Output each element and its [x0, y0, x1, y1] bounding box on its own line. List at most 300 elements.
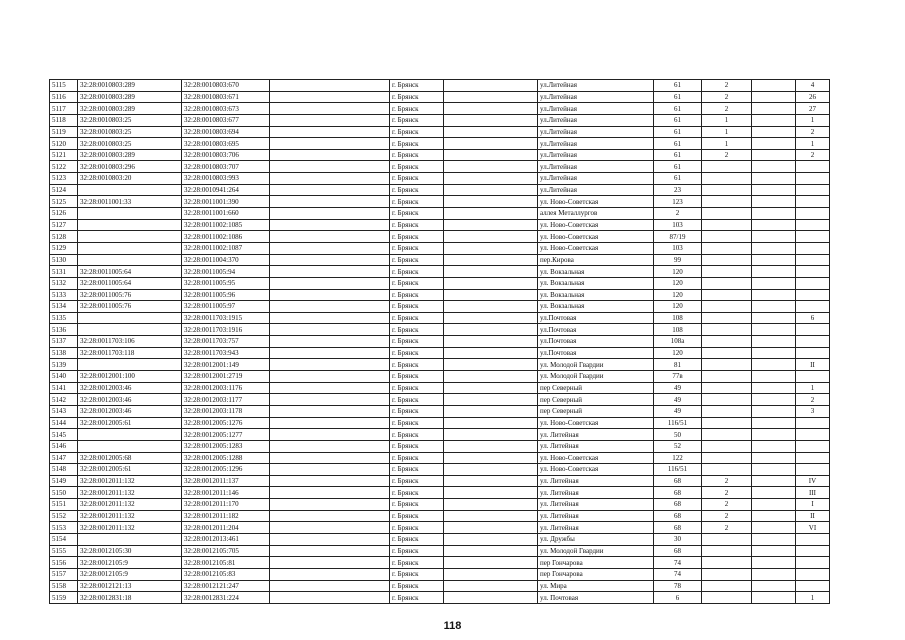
cell-number: 5134: [50, 301, 78, 313]
cell-district: [444, 196, 538, 208]
cell-cadastral: 32:28:0010941:264: [182, 184, 270, 196]
cell-building: 61: [654, 114, 702, 126]
cell-parent-cadastral: 32:28:0011703:118: [78, 347, 182, 359]
cell-cadastral: 32:28:0012011:137: [182, 475, 270, 487]
cell-unit: [796, 429, 830, 441]
cell-district: [444, 429, 538, 441]
cell-unit: 26: [796, 91, 830, 103]
table-row: [50, 196, 830, 208]
cell-city: г. Брянск: [390, 231, 444, 243]
cell-owner: [270, 80, 390, 92]
table-row: [50, 301, 830, 313]
cell-parent-cadastral: [78, 533, 182, 545]
cell-building: 103: [654, 219, 702, 231]
cell-building-part: [702, 277, 752, 289]
cell-number: 5130: [50, 254, 78, 266]
cell-district: [444, 580, 538, 592]
table-row: [50, 568, 830, 580]
cell-corpus: [752, 394, 796, 406]
cell-building: 6: [654, 592, 702, 604]
cell-number: 5136: [50, 324, 78, 336]
table-row: [50, 440, 830, 452]
cell-building-part: 2: [702, 80, 752, 92]
cell-cadastral: 32:28:0011703:943: [182, 347, 270, 359]
cell-cadastral: 32:28:0012011:204: [182, 522, 270, 534]
table-row: [50, 219, 830, 231]
cell-street: ул. Вокзальная: [538, 301, 654, 313]
cell-corpus: [752, 126, 796, 138]
cell-district: [444, 184, 538, 196]
cell-building: 116/51: [654, 417, 702, 429]
cell-owner: [270, 394, 390, 406]
cell-unit: [796, 324, 830, 336]
cell-parent-cadastral: 32:28:0011001:33: [78, 196, 182, 208]
cell-building: 99: [654, 254, 702, 266]
cell-building: 68: [654, 522, 702, 534]
cell-parent-cadastral: 32:28:0010803:296: [78, 161, 182, 173]
cell-parent-cadastral: 32:28:0012105:9: [78, 557, 182, 569]
cell-parent-cadastral: [78, 324, 182, 336]
cell-street: ул. Молодой Гвардии: [538, 371, 654, 383]
cell-number: 5123: [50, 173, 78, 185]
cell-owner: [270, 499, 390, 511]
cell-owner: [270, 417, 390, 429]
cell-district: [444, 510, 538, 522]
cell-city: г. Брянск: [390, 91, 444, 103]
table-row: [50, 149, 830, 161]
cell-number: 5124: [50, 184, 78, 196]
cell-building-part: [702, 382, 752, 394]
cell-parent-cadastral: 32:28:0010803:289: [78, 80, 182, 92]
cell-district: [444, 405, 538, 417]
cell-unit: 2: [796, 149, 830, 161]
cell-city: г. Брянск: [390, 266, 444, 278]
cell-building: 49: [654, 382, 702, 394]
cell-cadastral: 32:28:0011703:1916: [182, 324, 270, 336]
cell-cadastral: 32:28:0011002:1086: [182, 231, 270, 243]
cell-street: ул. Ново-Советская: [538, 196, 654, 208]
cell-street: ул.Литейная: [538, 161, 654, 173]
cell-unit: [796, 580, 830, 592]
table-row: [50, 533, 830, 545]
cell-building: 61: [654, 173, 702, 185]
cell-owner: [270, 440, 390, 452]
cell-corpus: [752, 382, 796, 394]
cell-parent-cadastral: [78, 231, 182, 243]
table-row: [50, 452, 830, 464]
cell-number: 5150: [50, 487, 78, 499]
cell-corpus: [752, 277, 796, 289]
cell-unit: 1: [796, 382, 830, 394]
cell-corpus: [752, 254, 796, 266]
cell-owner: [270, 557, 390, 569]
cell-building: 120: [654, 289, 702, 301]
cell-corpus: [752, 301, 796, 313]
cell-building: 74: [654, 557, 702, 569]
cell-corpus: [752, 533, 796, 545]
cell-unit: II: [796, 510, 830, 522]
cell-building-part: 1: [702, 138, 752, 150]
cell-owner: [270, 301, 390, 313]
cell-building-part: [702, 417, 752, 429]
table-row: [50, 557, 830, 569]
cell-building-part: [702, 371, 752, 383]
cell-city: г. Брянск: [390, 324, 444, 336]
cell-city: г. Брянск: [390, 440, 444, 452]
cell-number: 5148: [50, 464, 78, 476]
cell-unit: [796, 336, 830, 348]
cell-corpus: [752, 196, 796, 208]
table-row: [50, 499, 830, 511]
cell-unit: [796, 417, 830, 429]
cell-parent-cadastral: 32:28:0011005:64: [78, 266, 182, 278]
cell-number: 5132: [50, 277, 78, 289]
cell-unit: [796, 347, 830, 359]
cell-owner: [270, 196, 390, 208]
cell-unit: [796, 557, 830, 569]
cell-city: г. Брянск: [390, 103, 444, 115]
cell-building-part: [702, 405, 752, 417]
cell-unit: I: [796, 499, 830, 511]
cell-building: 50: [654, 429, 702, 441]
cell-street: ул. Ново-Советская: [538, 231, 654, 243]
cell-district: [444, 487, 538, 499]
cell-street: ул. Ново-Советская: [538, 242, 654, 254]
cell-parent-cadastral: 32:28:0012005:61: [78, 464, 182, 476]
cell-building-part: [702, 208, 752, 220]
table-row: [50, 312, 830, 324]
cell-corpus: [752, 347, 796, 359]
cell-owner: [270, 242, 390, 254]
cell-owner: [270, 231, 390, 243]
cell-corpus: [752, 499, 796, 511]
cell-district: [444, 464, 538, 476]
cell-building: 61: [654, 161, 702, 173]
cell-city: г. Брянск: [390, 371, 444, 383]
cell-street: ул.Почтовая: [538, 336, 654, 348]
cell-unit: 1: [796, 114, 830, 126]
cell-building: 49: [654, 405, 702, 417]
cell-cadastral: 32:28:0011001:660: [182, 208, 270, 220]
cell-street: ул. Ново-Советская: [538, 219, 654, 231]
cell-parent-cadastral: 32:28:0012005:68: [78, 452, 182, 464]
cell-corpus: [752, 452, 796, 464]
cell-district: [444, 359, 538, 371]
cell-corpus: [752, 114, 796, 126]
cell-cadastral: 32:28:0012005:1277: [182, 429, 270, 441]
cell-city: г. Брянск: [390, 359, 444, 371]
cell-owner: [270, 277, 390, 289]
cell-number: 5141: [50, 382, 78, 394]
cell-district: [444, 266, 538, 278]
table-row: [50, 347, 830, 359]
cell-owner: [270, 452, 390, 464]
cell-owner: [270, 161, 390, 173]
cell-street: пер Гончарова: [538, 568, 654, 580]
cell-number: 5121: [50, 149, 78, 161]
cell-cadastral: 32:28:0010803:673: [182, 103, 270, 115]
cell-corpus: [752, 103, 796, 115]
cell-parent-cadastral: 32:28:0012105:30: [78, 545, 182, 557]
cell-street: ул. Мира: [538, 580, 654, 592]
cell-building-part: [702, 254, 752, 266]
cell-building: 116/51: [654, 464, 702, 476]
cell-unit: [796, 161, 830, 173]
cell-district: [444, 173, 538, 185]
cell-city: г. Брянск: [390, 242, 444, 254]
table-row: [50, 91, 830, 103]
cell-building-part: 2: [702, 499, 752, 511]
cell-parent-cadastral: [78, 254, 182, 266]
cell-building-part: [702, 242, 752, 254]
cell-district: [444, 254, 538, 266]
cell-parent-cadastral: 32:28:0012011:132: [78, 475, 182, 487]
cell-corpus: [752, 324, 796, 336]
cell-cadastral: 32:28:0012831:224: [182, 592, 270, 604]
cell-owner: [270, 126, 390, 138]
cell-city: г. Брянск: [390, 592, 444, 604]
cell-corpus: [752, 440, 796, 452]
cell-cadastral: 32:28:0012001:2719: [182, 371, 270, 383]
cell-building-part: [702, 557, 752, 569]
cell-owner: [270, 289, 390, 301]
cell-city: г. Брянск: [390, 499, 444, 511]
cell-district: [444, 161, 538, 173]
cell-city: г. Брянск: [390, 80, 444, 92]
cell-corpus: [752, 231, 796, 243]
cell-building-part: [702, 347, 752, 359]
cell-city: г. Брянск: [390, 289, 444, 301]
cell-building: 68: [654, 487, 702, 499]
cell-unit: [796, 266, 830, 278]
cell-corpus: [752, 219, 796, 231]
cell-city: г. Брянск: [390, 557, 444, 569]
cell-number: 5131: [50, 266, 78, 278]
cell-number: 5135: [50, 312, 78, 324]
cell-parent-cadastral: 32:28:0010803:20: [78, 173, 182, 185]
cell-building-part: [702, 219, 752, 231]
cell-unit: 1: [796, 592, 830, 604]
cell-owner: [270, 522, 390, 534]
cell-unit: II: [796, 359, 830, 371]
cell-owner: [270, 336, 390, 348]
cell-district: [444, 371, 538, 383]
cell-parent-cadastral: 32:28:0012005:61: [78, 417, 182, 429]
cell-building: 61: [654, 91, 702, 103]
cell-building: 103: [654, 242, 702, 254]
table-row: [50, 592, 830, 604]
cell-owner: [270, 382, 390, 394]
cell-unit: [796, 277, 830, 289]
cell-owner: [270, 138, 390, 150]
cell-street: ул.Литейная: [538, 114, 654, 126]
register-rows: [50, 80, 830, 604]
cell-building-part: 2: [702, 475, 752, 487]
cell-building: 120: [654, 266, 702, 278]
cell-building: 68: [654, 545, 702, 557]
cell-building-part: [702, 429, 752, 441]
cell-cadastral: 32:28:0012011:146: [182, 487, 270, 499]
cell-owner: [270, 545, 390, 557]
cell-building: 49: [654, 394, 702, 406]
cell-building-part: [702, 394, 752, 406]
cell-building-part: 2: [702, 103, 752, 115]
cell-district: [444, 312, 538, 324]
cell-cadastral: 32:28:0012005:1283: [182, 440, 270, 452]
cell-city: г. Брянск: [390, 126, 444, 138]
cell-unit: 2: [796, 394, 830, 406]
cell-number: 5138: [50, 347, 78, 359]
cell-parent-cadastral: 32:28:0012011:132: [78, 487, 182, 499]
cell-cadastral: 32:28:0011002:1087: [182, 242, 270, 254]
cell-corpus: [752, 371, 796, 383]
cell-district: [444, 440, 538, 452]
cell-building-part: 2: [702, 91, 752, 103]
table-row: [50, 580, 830, 592]
cell-number: 5139: [50, 359, 78, 371]
cell-district: [444, 277, 538, 289]
cell-district: [444, 522, 538, 534]
cell-cadastral: 32:28:0012105:705: [182, 545, 270, 557]
cell-city: г. Брянск: [390, 475, 444, 487]
cell-cadastral: 32:28:0012013:461: [182, 533, 270, 545]
cell-number: 5126: [50, 208, 78, 220]
cell-parent-cadastral: [78, 440, 182, 452]
cell-district: [444, 91, 538, 103]
cell-street: ул. Литейная: [538, 487, 654, 499]
table-row: [50, 231, 830, 243]
table-row: [50, 324, 830, 336]
cell-building-part: [702, 196, 752, 208]
cell-building-part: [702, 173, 752, 185]
cell-city: г. Брянск: [390, 149, 444, 161]
cell-street: пер Северный: [538, 405, 654, 417]
table-row: [50, 417, 830, 429]
cell-street: ул.Почтовая: [538, 347, 654, 359]
property-register-sheet: [49, 79, 830, 604]
cell-corpus: [752, 266, 796, 278]
cell-cadastral: 32:28:0011005:96: [182, 289, 270, 301]
cell-number: 5149: [50, 475, 78, 487]
table-row: [50, 464, 830, 476]
cell-district: [444, 208, 538, 220]
cell-street: аллея Металлургов: [538, 208, 654, 220]
cell-street: ул. Литейная: [538, 499, 654, 511]
cell-unit: [796, 452, 830, 464]
cell-unit: 2: [796, 126, 830, 138]
cell-number: 5144: [50, 417, 78, 429]
cell-number: 5143: [50, 405, 78, 417]
table-row: [50, 382, 830, 394]
cell-parent-cadastral: 32:28:0012011:132: [78, 522, 182, 534]
cell-number: 5115: [50, 80, 78, 92]
cell-parent-cadastral: 32:28:0011005:76: [78, 301, 182, 313]
cell-unit: [796, 533, 830, 545]
table-row: [50, 359, 830, 371]
cell-city: г. Брянск: [390, 347, 444, 359]
cell-street: пер Гончарова: [538, 557, 654, 569]
cell-owner: [270, 475, 390, 487]
cell-building: 2: [654, 208, 702, 220]
cell-corpus: [752, 580, 796, 592]
cell-number: 5155: [50, 545, 78, 557]
cell-unit: [796, 568, 830, 580]
cell-building: 78: [654, 580, 702, 592]
cell-building-part: [702, 592, 752, 604]
cell-parent-cadastral: [78, 219, 182, 231]
cell-parent-cadastral: 32:28:0012003:46: [78, 405, 182, 417]
cell-corpus: [752, 289, 796, 301]
cell-parent-cadastral: 32:28:0010803:25: [78, 114, 182, 126]
cell-building-part: [702, 440, 752, 452]
cell-building: 120: [654, 277, 702, 289]
cell-street: ул. Литейная: [538, 475, 654, 487]
cell-city: г. Брянск: [390, 568, 444, 580]
cell-owner: [270, 359, 390, 371]
cell-district: [444, 114, 538, 126]
cell-corpus: [752, 557, 796, 569]
cell-cadastral: 32:28:0010803:695: [182, 138, 270, 150]
cell-number: 5137: [50, 336, 78, 348]
cell-street: ул. Ново-Советская: [538, 417, 654, 429]
cell-parent-cadastral: [78, 184, 182, 196]
cell-unit: [796, 301, 830, 313]
cell-number: 5116: [50, 91, 78, 103]
cell-building: 123: [654, 196, 702, 208]
cell-parent-cadastral: [78, 208, 182, 220]
cell-cadastral: 32:28:0011002:1085: [182, 219, 270, 231]
cell-parent-cadastral: 32:28:0012831:18: [78, 592, 182, 604]
cell-cadastral: 32:28:0011005:94: [182, 266, 270, 278]
cell-corpus: [752, 522, 796, 534]
cell-number: 5120: [50, 138, 78, 150]
cell-corpus: [752, 429, 796, 441]
table-row: [50, 103, 830, 115]
cell-unit: 3: [796, 405, 830, 417]
table-row: [50, 429, 830, 441]
table-row: [50, 114, 830, 126]
cell-city: г. Брянск: [390, 510, 444, 522]
cell-corpus: [752, 138, 796, 150]
cell-number: 5153: [50, 522, 78, 534]
table-row: [50, 254, 830, 266]
cell-cadastral: 32:28:0011703:1915: [182, 312, 270, 324]
cell-cadastral: 32:28:0012105:81: [182, 557, 270, 569]
cell-building: 108: [654, 324, 702, 336]
cell-street: ул.Литейная: [538, 91, 654, 103]
cell-cadastral: 32:28:0011001:390: [182, 196, 270, 208]
cell-street: ул.Литейная: [538, 138, 654, 150]
cell-cadastral: 32:28:0010803:707: [182, 161, 270, 173]
cell-number: 5147: [50, 452, 78, 464]
cell-unit: [796, 208, 830, 220]
cell-building-part: 2: [702, 522, 752, 534]
cell-building: 68: [654, 499, 702, 511]
cell-cadastral: 32:28:0012011:170: [182, 499, 270, 511]
cell-owner: [270, 184, 390, 196]
cell-building-part: [702, 545, 752, 557]
table-row: [50, 522, 830, 534]
cell-city: г. Брянск: [390, 464, 444, 476]
cell-building: 52: [654, 440, 702, 452]
cell-cadastral: 32:28:0012003:1176: [182, 382, 270, 394]
cell-street: ул.Литейная: [538, 103, 654, 115]
cell-district: [444, 545, 538, 557]
cell-building-part: [702, 533, 752, 545]
table-row: [50, 277, 830, 289]
cell-parent-cadastral: 32:28:0012105:9: [78, 568, 182, 580]
cell-unit: IV: [796, 475, 830, 487]
